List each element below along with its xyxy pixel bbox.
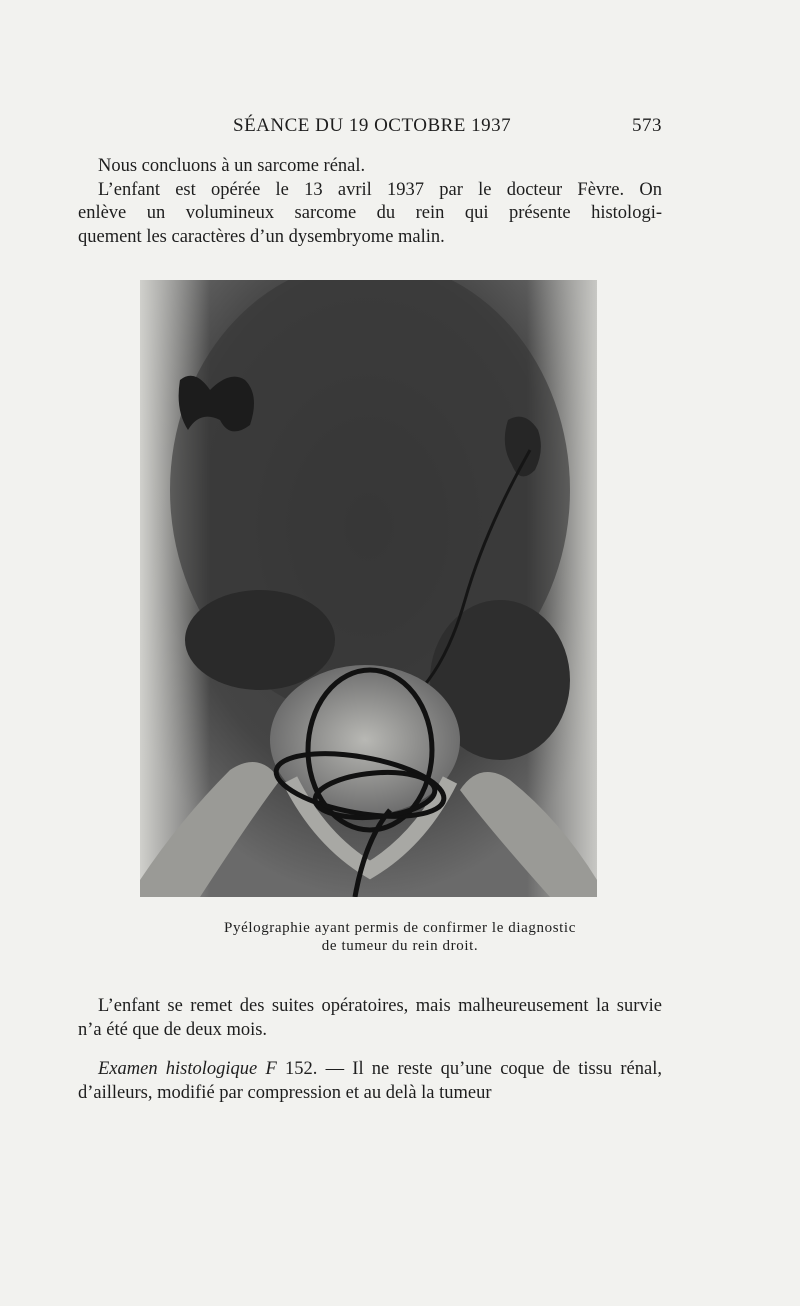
header-title: SÉANCE DU 19 OCTOBRE 1937 bbox=[233, 115, 512, 136]
running-header bbox=[78, 115, 662, 141]
text-line: quement les caractères d’un dysembryome malin. bbox=[78, 226, 445, 247]
page-number: 573 bbox=[632, 115, 662, 136]
text-line: L’enfant est opérée le 13 avril 1937 par le docteur Fèvre. On bbox=[98, 179, 662, 200]
pyelography-xray-image bbox=[140, 280, 597, 897]
figure-caption bbox=[100, 919, 700, 955]
paragraph-histology bbox=[78, 1058, 662, 1105]
histology-heading: Examen histologique F bbox=[98, 1059, 277, 1079]
paragraph-recovery: L’enfant se remet des suites opératoires, mais malheureusement la survie n’a été que de deux mois. bbox=[78, 996, 662, 1040]
histology-text: 152. — Il ne reste qu’une coque de tissu rénal, d’ailleurs, modifié par compression et au delà la tumeur bbox=[78, 1059, 662, 1103]
text-line: Nous concluons à un sarcome rénal. bbox=[98, 156, 366, 176]
caption-line: de tumeur du rein droit. bbox=[321, 938, 479, 954]
caption-line: Pyélographie ayant permis de confirmer le diagnostic bbox=[224, 920, 576, 936]
paragraph-conclusion bbox=[78, 155, 662, 249]
text-line: enlève un volumineux sarcome du rein qui présente histologi- bbox=[78, 203, 662, 223]
